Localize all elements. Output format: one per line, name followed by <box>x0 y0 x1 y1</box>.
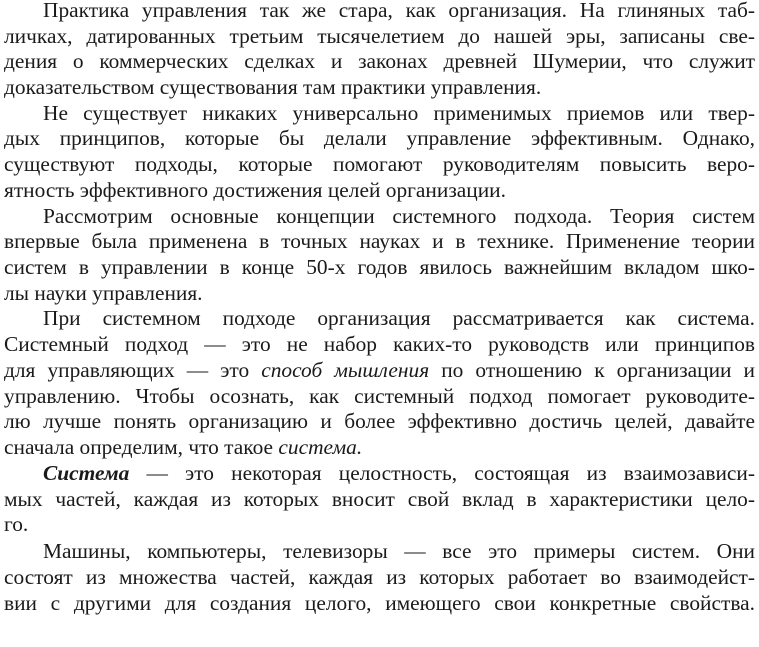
emphasis-text: система. <box>278 435 363 459</box>
text-line: состоят из множества частей, каждая из которых работает во взаимодейст- <box>4 565 755 589</box>
text-line: личках, датированных третьим тысячелетием до нашей эры, записаны све- <box>4 24 755 48</box>
text-line: систем в управлении в конце 50-х годов явилось важнейшим вкладом шко- <box>4 255 755 279</box>
text-line: ятность эффективного достижения целей организации. <box>4 178 506 202</box>
text-line <box>4 434 755 460</box>
text-line: Практика управления так же стара, как организация. На глиняных таб- <box>43 0 755 22</box>
text-line: доказательством существования там практики управления. <box>4 75 542 99</box>
text-run: для управляющих — это <box>4 358 262 382</box>
text-line: лы науки управления. <box>4 281 203 305</box>
text-line: дых принципов, которые бы делали управление эффективным. Однако, <box>4 126 755 150</box>
text-line: существуют подходы, которые помогают руководителям повысить веро- <box>4 152 755 176</box>
text-line: го. <box>4 512 29 536</box>
text-run: по отношению к организации и <box>429 358 755 382</box>
text-line: впервые была применена в точных науках и в технике. Применение теории <box>4 229 755 253</box>
text-line: Рассмотрим основные концепции системного подхода. Теория систем <box>43 204 755 228</box>
text-line: При системном подходе организация рассматривается как система. <box>43 306 755 330</box>
emphasis-text: способ мышления <box>261 358 430 382</box>
text-line: Машины, компьютеры, телевизоры — все это примеры систем. Они <box>43 539 755 563</box>
text-line: Не существует никаких универсально применимых приемов или твер- <box>43 101 755 125</box>
text-line: лю лучше понять организацию и более эффективно достичь целей, давайте <box>4 409 755 433</box>
text-line <box>4 357 755 383</box>
text-run: сначала определим, что такое <box>4 435 279 459</box>
text-run: — это некоторая целостность, состоящая из взаимозависи- <box>129 461 755 485</box>
text-line: мых частей, каждая из которых вносит свой вклад в характеристики цело- <box>4 487 755 511</box>
text-line: управлению. Чтобы осознать, как системный подход помогает руководите- <box>4 384 755 408</box>
text-line <box>43 460 755 486</box>
text-line: дения о коммерческих сделках и законах древней Шумерии, что служит <box>4 49 755 73</box>
text-line: вии с другими для создания целого, имеющего свои конкретные свойства. <box>4 591 755 615</box>
term-definition: Система <box>43 461 130 485</box>
text-line: Системный подход — это не набор каких-то руководств или принципов <box>4 332 755 356</box>
